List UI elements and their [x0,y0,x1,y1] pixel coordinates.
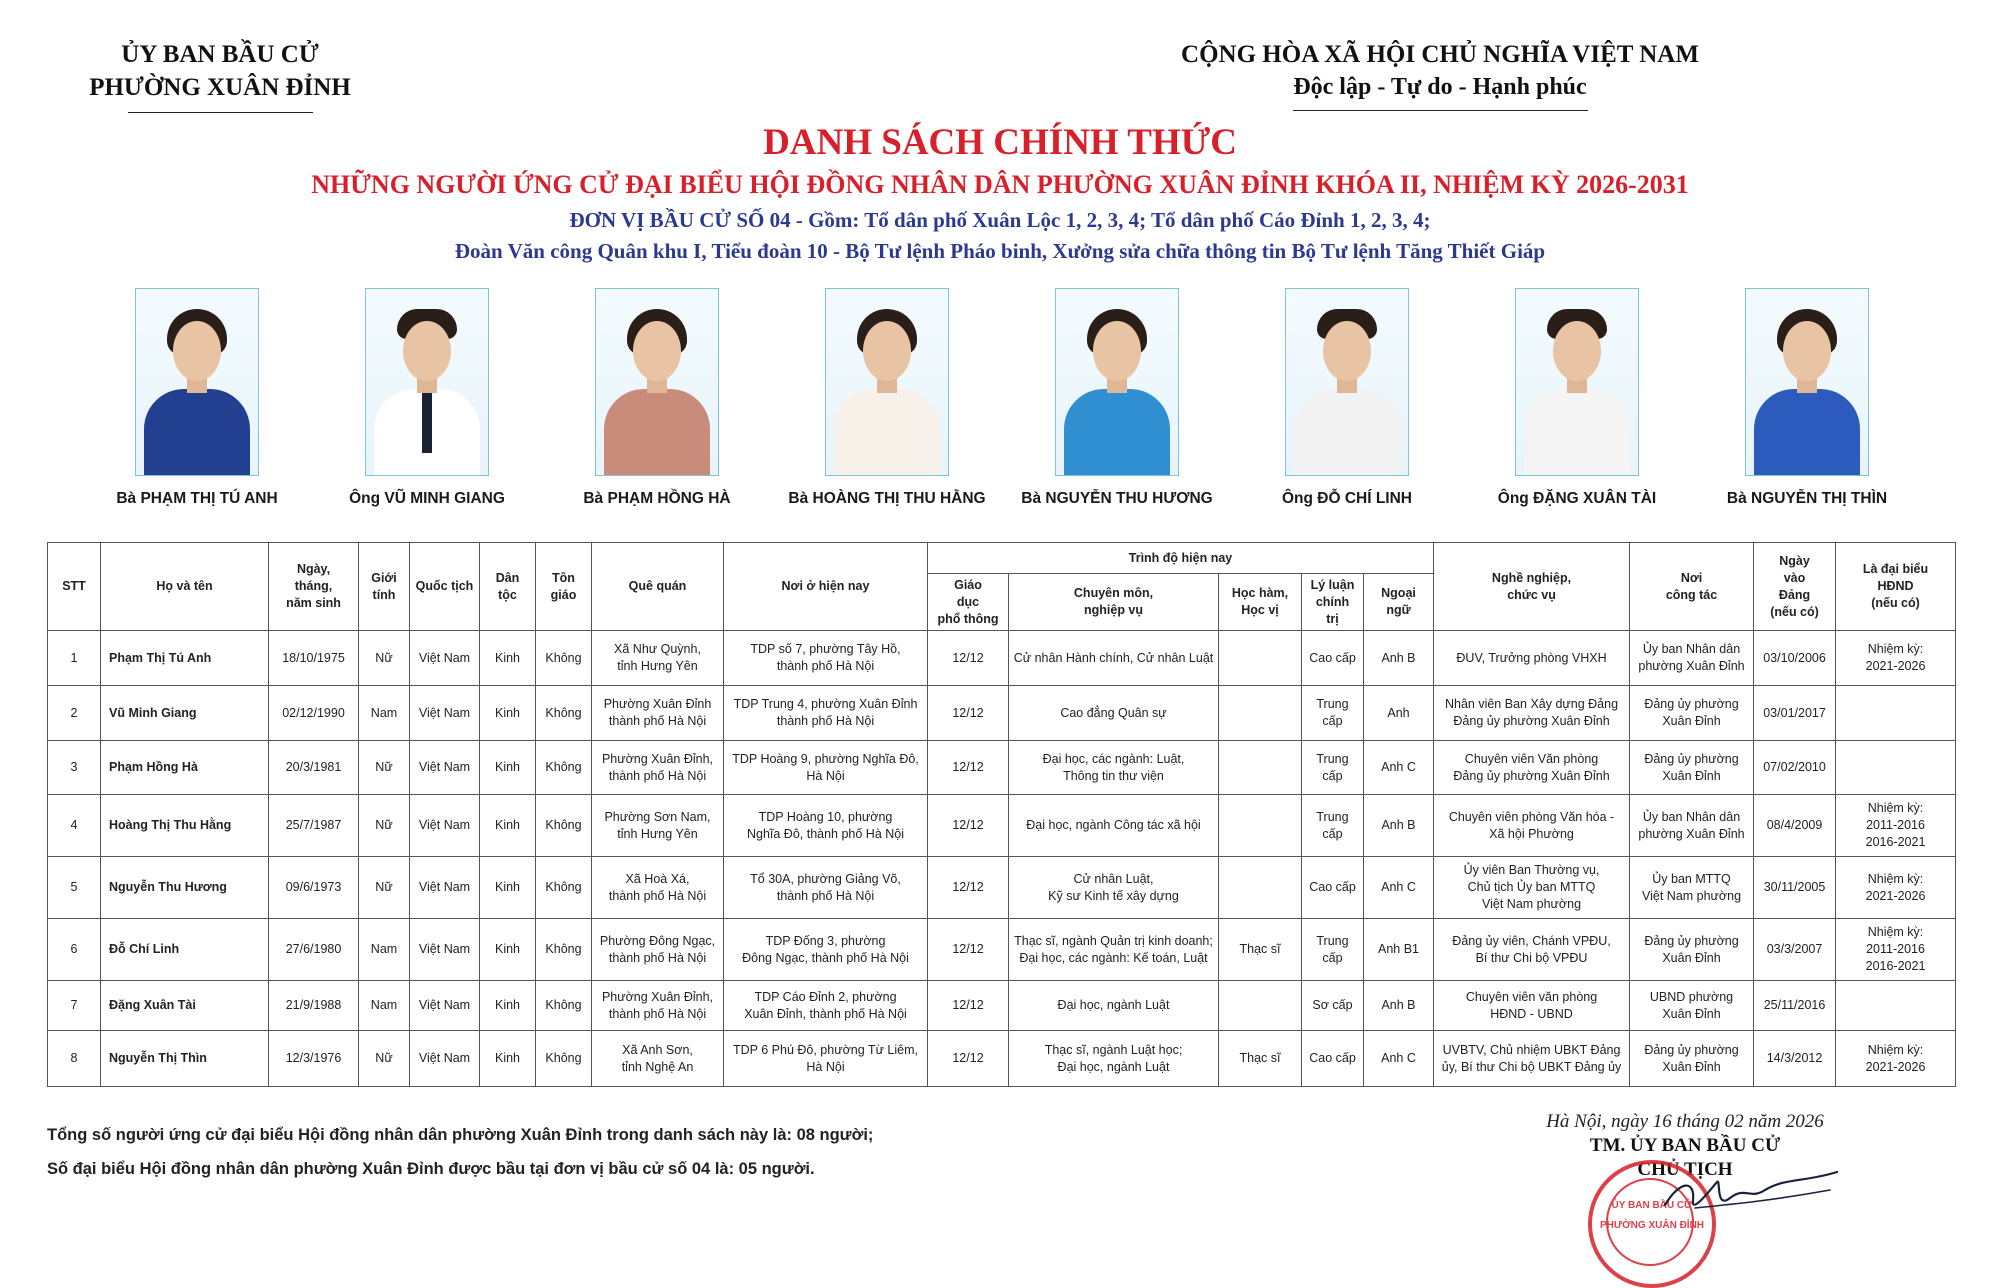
cell-degree [1219,857,1302,919]
candidate-card [777,288,997,508]
footer-notes [47,1118,873,1186]
photo-attire [144,389,250,476]
cell-workplace: Đảng ủy phường Xuân Đỉnh [1630,741,1754,795]
col-specialty: Chuyên môn, nghiệp vụ [1009,574,1219,631]
cell-general-edu: 12/12 [928,981,1009,1031]
cell-degree [1219,981,1302,1031]
photo-attire [604,389,710,476]
cell-specialty: Cử nhân Luật, Kỹ sư Kinh tế xây dựng [1009,857,1219,919]
cell-occupation: Đảng ủy viên, Chánh VPĐU, Bí thư Chi bộ VPĐU [1434,919,1630,981]
col-degree: Học hàm, Học vị [1219,574,1302,631]
cell-gender: Nữ [359,741,410,795]
candidate-caption: Bà PHẠM HỒNG HÀ [583,490,731,507]
cell-political: Trung cấp [1302,741,1364,795]
col-gender: Giới tính [359,543,410,631]
cell-party-date: 07/02/2010 [1754,741,1836,795]
cell-dob: 12/3/1976 [269,1031,359,1087]
col-hometown: Quê quán [592,543,724,631]
cell-party-date: 30/11/2005 [1754,857,1836,919]
cell-language: Anh C [1364,741,1434,795]
cell-gender: Nam [359,919,410,981]
cell-party-date: 03/10/2006 [1754,631,1836,686]
cell-gender: Nam [359,686,410,741]
cell-workplace: UBND phường Xuân Đỉnh [1630,981,1754,1031]
cell-ethnicity: Kinh [480,631,536,686]
candidate-card [87,288,307,508]
cell-general-edu: 12/12 [928,795,1009,857]
cell-hometown: Xã Hoà Xá, thành phố Hà Nội [592,857,724,919]
cell-general-edu: 12/12 [928,1031,1009,1087]
cell-ethnicity: Kinh [480,686,536,741]
cell-hometown: Xã Anh Sơn, tỉnh Nghệ An [592,1031,724,1087]
candidate-card [317,288,537,508]
cell-residence: TDP 6 Phú Đô, phường Từ Liêm, Hà Nội [724,1031,928,1087]
cell-workplace: Đảng ủy phường Xuân Đỉnh [1630,919,1754,981]
cell-party-date: 14/3/2012 [1754,1031,1836,1087]
col-ethnicity: Dân tộc [480,543,536,631]
cell-nationality: Việt Nam [410,919,480,981]
cell-general-edu: 12/12 [928,631,1009,686]
table-row [48,1031,1956,1087]
cell-language: Anh C [1364,857,1434,919]
cell-religion: Không [536,981,592,1031]
cell-name: Đỗ Chí Linh [101,919,269,981]
document-subtitle: NHỮNG NGƯỜI ỨNG CỬ ĐẠI BIỂU HỘI ĐỒNG NHÂN DÂN PHƯỜNG XUÂN ĐỈNH KHÓA II, NHIỆM KỲ 2026-2031 [311,170,1689,199]
cell-dob: 18/10/1975 [269,631,359,686]
col-dob: Ngày, tháng, năm sinh [269,543,359,631]
col-occupation: Nghề nghiệp, chức vụ [1434,543,1630,631]
col-residence: Nơi ở hiện nay [724,543,928,631]
cell-language: Anh C [1364,1031,1434,1087]
candidate-photo [1515,288,1639,476]
cell-stt: 8 [48,1031,101,1087]
photo-attire [1754,389,1860,476]
table-row [48,857,1956,919]
title-block [0,122,2000,267]
col-general-edu: Giáo dục phổ thông [928,574,1009,631]
cell-workplace: Ủy ban Nhân dân phường Xuân Đỉnh [1630,631,1754,686]
total-candidates-note: Tổng số người ứng cử đại biểu Hội đồng nhân dân phường Xuân Đỉnh trong danh sách này là: 08 người; [47,1126,874,1144]
table-row [48,795,1956,857]
cell-political: Trung cấp [1302,919,1364,981]
cell-stt: 3 [48,741,101,795]
cell-degree [1219,686,1302,741]
cell-religion: Không [536,686,592,741]
cell-dob: 20/3/1981 [269,741,359,795]
cell-party-date: 03/3/2007 [1754,919,1836,981]
cell-degree [1219,631,1302,686]
cell-nationality: Việt Nam [410,795,480,857]
col-workplace: Nơi công tác [1630,543,1754,631]
candidate-photo [1745,288,1869,476]
col-name: Họ và tên [101,543,269,631]
photo-attire [1064,389,1170,476]
cell-gender: Nam [359,981,410,1031]
col-political: Lý luận chính trị [1302,574,1364,631]
col-nationality: Quốc tịch [410,543,480,631]
cell-language: Anh B [1364,631,1434,686]
cell-language: Anh B [1364,981,1434,1031]
cell-hdnd: Nhiệm kỳ: 2011-2016 2016-2021 [1836,919,1956,981]
seal-text-top: ỦY BAN BẦU CỬ [1611,1200,1693,1211]
table-row [48,981,1956,1031]
cell-name: Phạm Hồng Hà [101,741,269,795]
candidate-card [1237,288,1457,508]
cell-general-edu: 12/12 [928,741,1009,795]
cell-party-date: 25/11/2016 [1754,981,1836,1031]
cell-occupation: Chuyên viên Văn phòng Đảng ủy phường Xuân Đỉnh [1434,741,1630,795]
cell-stt: 6 [48,919,101,981]
cell-workplace: Ủy ban Nhân dân phường Xuân Đỉnh [1630,795,1754,857]
cell-general-edu: 12/12 [928,919,1009,981]
candidate-caption: Bà NGUYỄN THỊ THÌN [1726,490,1888,507]
candidate-card [1467,288,1687,508]
cell-name: Nguyễn Thu Hương [101,857,269,919]
cell-nationality: Việt Nam [410,686,480,741]
cell-ethnicity: Kinh [480,857,536,919]
cell-residence: TDP Cáo Đỉnh 2, phường Xuân Đỉnh, thành phố Hà Nội [724,981,928,1031]
elected-count-note: Số đại biểu Hội đồng nhân dân phường Xuân Đỉnh được bầu tại đơn vị bầu cử số 04 là: 05 người. [47,1160,815,1178]
photo-attire [834,389,940,476]
cell-hometown: Phường Đông Ngạc, thành phố Hà Nội [592,919,724,981]
electoral-unit-line2: Đoàn Văn công Quân khu I, Tiểu đoàn 10 - Bộ Tư lệnh Pháo binh, Xưởng sửa chữa thông tin Bộ Tư lệnh Tăng Thiết Giáp [454,239,1546,263]
cell-specialty: Đại học, ngành Luật [1009,981,1219,1031]
cell-political: Sơ cấp [1302,981,1364,1031]
candidate-caption: Bà HOÀNG THỊ THU HẰNG [788,490,986,507]
cell-hometown: Phường Sơn Nam, tỉnh Hưng Yên [592,795,724,857]
cell-ethnicity: Kinh [480,1031,536,1087]
cell-gender: Nữ [359,631,410,686]
cell-degree: Thạc sĩ [1219,1031,1302,1087]
col-party-date: Ngày vào Đảng (nếu có) [1754,543,1836,631]
candidate-card [547,288,767,508]
cell-gender: Nữ [359,795,410,857]
candidate-photo [595,288,719,476]
cell-workplace: Đảng ủy phường Xuân Đỉnh [1630,1031,1754,1087]
cell-occupation: Nhân viên Ban Xây dựng Đảng Đảng ủy phường Xuân Đỉnh [1434,686,1630,741]
cell-gender: Nữ [359,1031,410,1087]
cell-dob: 25/7/1987 [269,795,359,857]
cell-political: Cao cấp [1302,631,1364,686]
cell-ethnicity: Kinh [480,741,536,795]
motto-underline [1293,110,1588,111]
candidate-caption: Ông ĐỖ CHÍ LINH [1281,490,1413,507]
cell-stt: 2 [48,686,101,741]
cell-stt: 4 [48,795,101,857]
col-hdnd: Là đại biểu HĐND (nếu có) [1836,543,1956,631]
cell-residence: TDP Đống 3, phường Đông Ngạc, thành phố Hà Nội [724,919,928,981]
cell-language: Anh [1364,686,1434,741]
table-body [48,631,1956,1087]
signer-role: CHỦ TỊCH [1637,1159,1733,1180]
issuer-line1: ỦY BAN BẦU CỬ [121,41,319,68]
cell-name: Vũ Minh Giang [101,686,269,741]
cell-party-date: 03/01/2017 [1754,686,1836,741]
photo-attire [1524,389,1630,476]
cell-ethnicity: Kinh [480,981,536,1031]
cell-religion: Không [536,631,592,686]
candidate-caption: Bà PHẠM THỊ TÚ ANH [116,490,278,507]
candidate-caption: Ông VŨ MINH GIANG [349,490,505,507]
cell-political: Cao cấp [1302,1031,1364,1087]
cell-stt: 7 [48,981,101,1031]
col-religion: Tôn giáo [536,543,592,631]
handwritten-signature [1655,1160,1845,1230]
cell-general-edu: 12/12 [928,857,1009,919]
motto: Độc lập - Tự do - Hạnh phúc [1293,74,1587,100]
col-language: Ngoại ngữ [1364,574,1434,631]
cell-hdnd [1836,741,1956,795]
candidate-card [1007,288,1227,508]
cell-name: Phạm Thị Tú Anh [101,631,269,686]
cell-hdnd [1836,981,1956,1031]
cell-residence: TDP Hoàng 10, phường Nghĩa Đô, thành phố Hà Nội [724,795,928,857]
cell-political: Cao cấp [1302,857,1364,919]
cell-specialty: Đại học, ngành Công tác xã hội [1009,795,1219,857]
cell-dob: 09/6/1973 [269,857,359,919]
cell-nationality: Việt Nam [410,1031,480,1087]
cell-occupation: UVBTV, Chủ nhiệm UBKT Đảng ủy, Bí thư Chi bộ UBKT Đảng ủy [1434,1031,1630,1087]
candidate-photo [825,288,949,476]
cell-hometown: Xã Như Quỳnh, tỉnh Hưng Yên [592,631,724,686]
cell-religion: Không [536,1031,592,1087]
candidate-photo [365,288,489,476]
cell-specialty: Thạc sĩ, ngành Luật học; Đại học, ngành Luật [1009,1031,1219,1087]
cell-hdnd: Nhiệm kỳ: 2021-2026 [1836,1031,1956,1087]
cell-nationality: Việt Nam [410,981,480,1031]
cell-specialty: Cử nhân Hành chính, Cử nhân Luật [1009,631,1219,686]
cell-residence: Tổ 30A, phường Giảng Võ, thành phố Hà Nội [724,857,928,919]
table-row [48,686,1956,741]
cell-nationality: Việt Nam [410,857,480,919]
issuer-line2: PHƯỜNG XUÂN ĐỈNH [89,74,351,101]
country-name: CỘNG HÒA XÃ HỘI CHỦ NGHĨA VIỆT NAM [1181,41,1699,68]
cell-language: Anh B [1364,795,1434,857]
electoral-unit-line1: ĐƠN VỊ BẦU CỬ SỐ 04 - Gồm: Tổ dân phố Xuân Lộc 1, 2, 3, 4; Tổ dân phố Cáo Đỉnh 1, 2, 3, 4; [569,208,1431,232]
cell-occupation: Ủy viên Ban Thường vụ, Chủ tịch Ủy ban MTTQ Việt Nam phường [1434,857,1630,919]
issuer-underline [128,112,313,113]
cell-degree: Thạc sĩ [1219,919,1302,981]
signing-organization: TM. ỦY BAN BẦU CỬ [1589,1135,1781,1156]
cell-stt: 5 [48,857,101,919]
document-title: DANH SÁCH CHÍNH THỨC [763,122,1237,163]
cell-hometown: Phường Xuân Đỉnh, thành phố Hà Nội [592,741,724,795]
candidate-table [47,542,1956,1087]
cell-dob: 27/6/1980 [269,919,359,981]
national-motto-header [1180,38,1700,111]
cell-hdnd: Nhiệm kỳ: 2021-2026 [1836,631,1956,686]
cell-religion: Không [536,795,592,857]
cell-political: Trung cấp [1302,795,1364,857]
cell-hdnd [1836,686,1956,741]
cell-party-date: 08/4/2009 [1754,795,1836,857]
cell-nationality: Việt Nam [410,741,480,795]
cell-nationality: Việt Nam [410,631,480,686]
date-place: Hà Nội, ngày 16 tháng 02 năm 2026 [1546,1111,1824,1132]
cell-residence: TDP Hoàng 9, phường Nghĩa Đô, Hà Nội [724,741,928,795]
cell-degree [1219,741,1302,795]
table-row [48,741,1956,795]
cell-name: Nguyễn Thị Thìn [101,1031,269,1087]
cell-workplace: Đảng ủy phường Xuân Đỉnh [1630,686,1754,741]
cell-name: Đặng Xuân Tài [101,981,269,1031]
cell-hdnd: Nhiệm kỳ: 2011-2016 2016-2021 [1836,795,1956,857]
table-row [48,631,1956,686]
cell-dob: 02/12/1990 [269,686,359,741]
seal-text-bottom: PHƯỜNG XUÂN ĐỈNH [1599,1220,1705,1231]
cell-political: Trung cấp [1302,686,1364,741]
cell-occupation: ĐUV, Trưởng phòng VHXH [1434,631,1630,686]
photo-attire [1294,389,1400,476]
cell-general-edu: 12/12 [928,686,1009,741]
candidate-photo [1055,288,1179,476]
cell-specialty: Cao đẳng Quân sự [1009,686,1219,741]
cell-specialty: Thạc sĩ, ngành Quản trị kinh doanh; Đại học, các ngành: Kế toán, Luật [1009,919,1219,981]
cell-ethnicity: Kinh [480,795,536,857]
cell-occupation: Chuyên viên phòng Văn hóa - Xã hội Phường [1434,795,1630,857]
cell-ethnicity: Kinh [480,919,536,981]
candidate-photo [1285,288,1409,476]
cell-workplace: Ủy ban MTTQ Việt Nam phường [1630,857,1754,919]
candidate-card [1697,288,1917,508]
cell-religion: Không [536,741,592,795]
cell-hometown: Phường Xuân Đỉnh, thành phố Hà Nội [592,981,724,1031]
cell-religion: Không [536,919,592,981]
issuer-header [60,38,380,113]
cell-name: Hoàng Thị Thu Hằng [101,795,269,857]
candidate-caption: Bà NGUYỄN THU HƯƠNG [1021,490,1213,507]
cell-dob: 21/9/1988 [269,981,359,1031]
candidate-photo [135,288,259,476]
table-row [48,919,1956,981]
cell-occupation: Chuyên viên văn phòng HĐND - UBND [1434,981,1630,1031]
cell-hdnd: Nhiệm kỳ: 2021-2026 [1836,857,1956,919]
cell-residence: TDP số 7, phường Tây Hồ, thành phố Hà Nội [724,631,928,686]
cell-gender: Nữ [359,857,410,919]
cell-specialty: Đại học, các ngành: Luật, Thông tin thư viện [1009,741,1219,795]
cell-language: Anh B1 [1364,919,1434,981]
col-stt: STT [48,543,101,631]
cell-religion: Không [536,857,592,919]
cell-stt: 1 [48,631,101,686]
cell-hometown: Phường Xuân Đỉnh thành phố Hà Nội [592,686,724,741]
col-group-education: Trình độ hiện nay [928,543,1434,574]
candidate-caption: Ông ĐẶNG XUÂN TÀI [1497,490,1657,507]
cell-residence: TDP Trung 4, phường Xuân Đỉnh thành phố Hà Nội [724,686,928,741]
cell-degree [1219,795,1302,857]
